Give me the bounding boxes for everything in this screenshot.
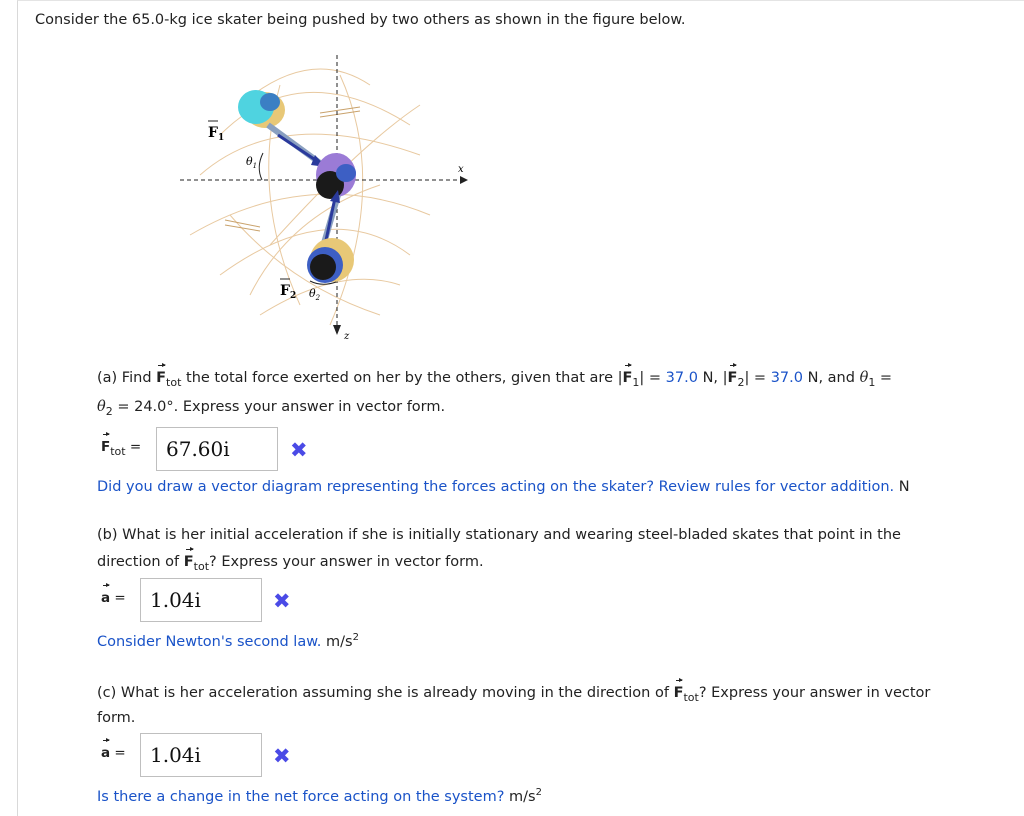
part-a-incorrect-icon: ✖ [290,438,308,462]
force-f2-arrow [325,198,335,245]
part-a-answer-label: $F_{tot}$ = [101,439,142,458]
part-a-answer-input[interactable]: 67.60i [156,427,278,471]
theta1-label: $\theta_1$ [246,155,258,170]
part-b-answer-input[interactable]: 1.04i [140,578,262,622]
part-b-answer-label: a = [101,590,126,606]
part-c-incorrect-icon: ✖ [273,744,291,768]
f2-label: $F_2$ [280,283,297,301]
z-axis-label: z [344,331,350,342]
part-a-question-line1: (a) Find $F_{tot}$ the total force exerted on her by the others, given that are $|F_1| = 37.0$ N, $|F_2| = 37.0$ N, and $\theta_1$ = [97,370,893,389]
part-c-feedback-link[interactable]: Is there a change in the net force acting on the system? [97,789,505,805]
x-axis-arrow-icon [460,176,468,184]
part-b-incorrect-icon: ✖ [273,589,291,613]
skater-figure [160,45,480,345]
part-c-question-line2: form. [97,710,136,726]
f1-value: 37.0 [665,370,698,386]
part-b-feedback: Consider Newton's second law. $m/s^2$ [97,632,359,650]
intro-text: Consider the 65.0-kg ice skater being pushed by two others as shown in the figure below. [35,12,686,28]
part-c-answer-label: a = [101,745,126,761]
f2-value: 37.0 [770,370,803,386]
part-b-question-line1: (b) What is her initial acceleration if she is initially stationary and wearing steel-bladed skates that point in the [97,527,901,543]
part-c-feedback: Is there a change in the net force acting on the system? $m/s^2$ [97,787,542,805]
part-c-question-line1: (c) What is her acceleration assuming she is already moving in the direction of $F_{tot}$? Express your answer in vector [97,685,931,704]
part-b-question-line2: direction of $F_{tot}$? Express your answer in vector form. [97,554,484,573]
x-axis-label: x [458,164,464,175]
z-axis-arrow-icon [333,325,341,335]
part-a-question-line2: $\theta_2 = 24.0^\circ$. Express your answer in vector form. [97,399,446,418]
part-a-feedback-link[interactable]: Did you draw a vector diagram representing the forces acting on the skater? Review rules for vector addition. [97,479,895,495]
f1-label: $F_1$ [208,125,225,143]
theta1-arc [259,153,263,180]
part-a-feedback: Did you draw a vector diagram representing the forces acting on the skater? Review rules for vector addition. N [97,479,910,495]
theta2-label: $\theta_2$ [309,287,321,302]
part-c-answer-input[interactable]: 1.04i [140,733,262,777]
part-b-feedback-link[interactable]: Consider Newton's second law. [97,634,322,650]
